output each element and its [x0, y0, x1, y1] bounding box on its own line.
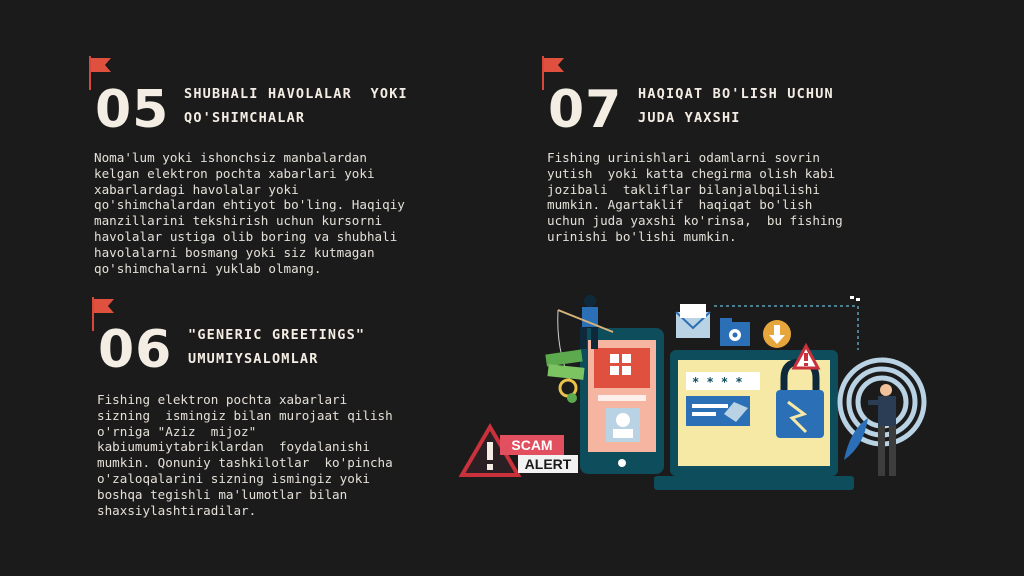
section-heading [184, 82, 408, 130]
heading-line: HAQIQAT BO'LISH UCHUN [638, 86, 834, 102]
body-line: shaxsiylashtiradilar. [97, 502, 257, 518]
email-icon [676, 304, 710, 338]
body-line: Fishing urinishlari odamlarni sovrin [547, 150, 820, 165]
section-number: 06 [98, 320, 173, 380]
body-line: jozibali takliflar bilanjalbqilishi [547, 181, 820, 197]
section-number: 07 [548, 80, 623, 140]
phishing-illustration [458, 290, 928, 500]
phone-graphic [580, 328, 664, 474]
section-body [94, 150, 405, 276]
body-line: qo'shimchalardan ehtiyot bo'ling. Haqiqiy [94, 197, 405, 213]
heading-line: "GENERIC GREETINGS" [188, 327, 366, 343]
body-line: o'zaloqalarini sizning ismingiz yoki [97, 470, 370, 486]
person-figure [868, 384, 896, 476]
body-line: o'rniga "Aziz mijoz" [97, 423, 257, 439]
body-line: kabiumumiytabriklardan foydalanishi [97, 439, 370, 455]
body-line: boshqa tegishli ma'lumotlar bilan [97, 486, 348, 502]
body-line: mumkin. Agartaklif haqiqat bo'lish [547, 197, 813, 213]
svg-text:SCAM: SCAM [511, 437, 553, 453]
body-line: havolalarni bosmang yoki siz kutmagan [94, 244, 375, 260]
body-line: yutish yoki katta chegirma olish kabi [547, 165, 836, 181]
body-line: mumkin. Qonuniy tashkilotlar ko'pincha [97, 455, 393, 471]
heading-line: SHUBHALI HAVOLALAR YOKI [184, 86, 408, 102]
heading-line: JUDA YAXSHI [638, 110, 741, 126]
body-line: qo'shimchalarni yuklab olmang. [94, 260, 322, 276]
section-heading [188, 323, 365, 371]
body-line: Noma'lum yoki ishonchsiz manbalardan [94, 150, 367, 165]
svg-text:ALERT: ALERT [524, 456, 572, 472]
svg-text:* * * *: * * * * [692, 375, 743, 389]
section-body [547, 150, 843, 245]
body-line: urinishi bo'lishi mumkin. [547, 228, 737, 244]
section-number: 05 [95, 80, 170, 140]
body-line: kelgan elektron pochta xabarlari yoki [94, 165, 375, 181]
money-bait [545, 350, 584, 403]
body-line: havolalar ustiga olib boring va shubhali [94, 228, 398, 244]
heading-line: QO'SHIMCHALAR [184, 110, 306, 126]
settings-folder-icon [720, 318, 750, 346]
body-line: Fishing elektron pochta xabarlari [97, 392, 348, 407]
download-icon [763, 320, 791, 348]
section-heading [638, 82, 834, 130]
body-line: xabarlardagi havolalar yoki [94, 181, 299, 197]
heading-line: UMUMIYSALOMLAR [188, 351, 319, 367]
body-line: uchun juda yaxshi ko'rinsa, bu fishing [547, 213, 843, 229]
section-body [97, 392, 393, 518]
body-line: sizning ismingiz bilan murojaat qilish [97, 407, 393, 423]
body-line: manzillarini tekshirish uchun kursorni [94, 213, 383, 229]
